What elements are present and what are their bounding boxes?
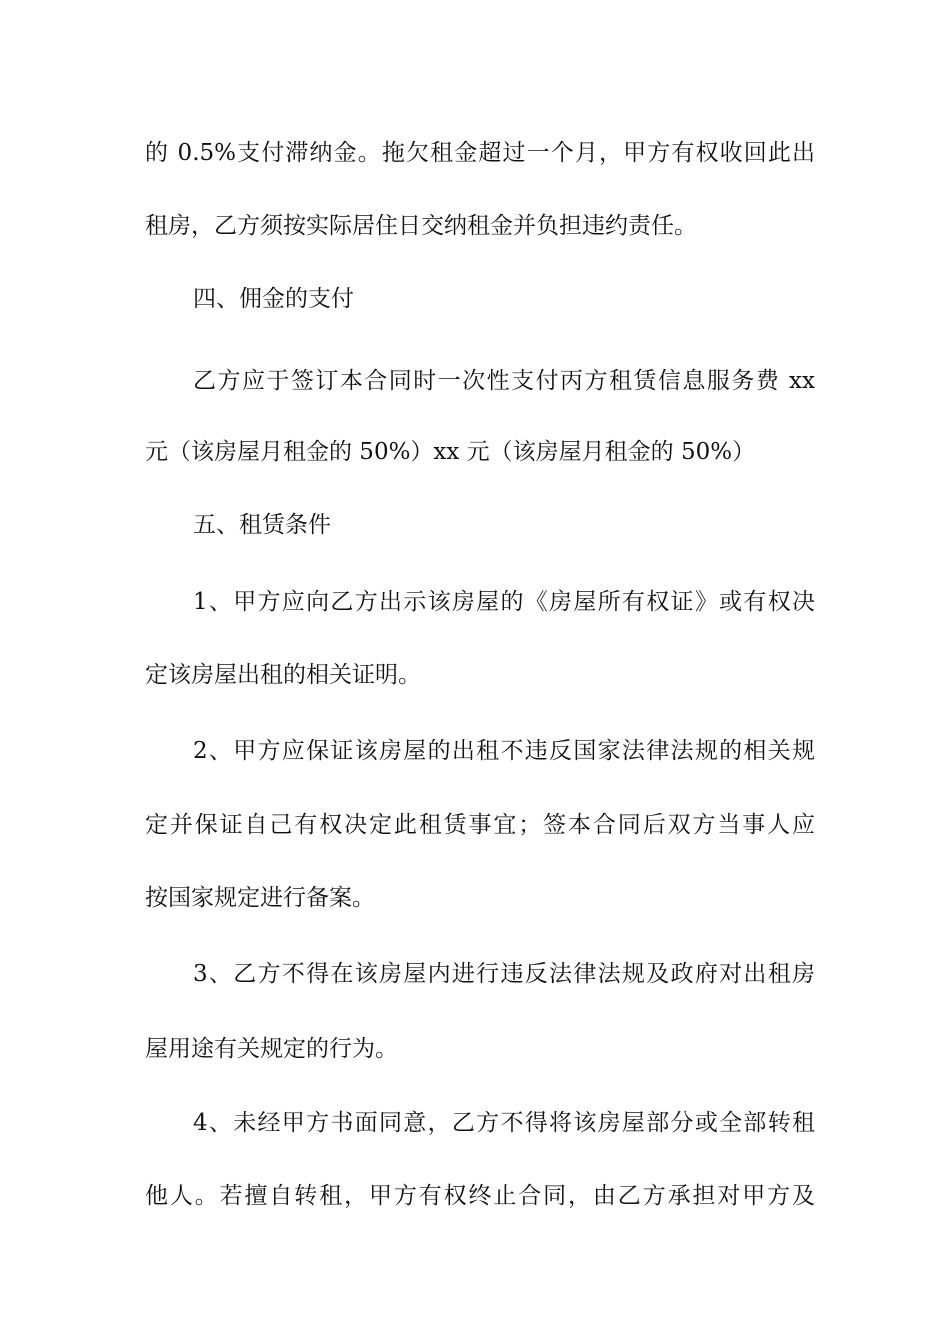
paragraph-line: 租房，乙方须按实际居住日交纳租金并负担违约责任。: [145, 213, 697, 239]
clause-3-line: 3、乙方不得在该房屋内进行违反法律法规及政府对出租房: [193, 961, 815, 987]
clause-4-line: 4、未经甲方书面同意，乙方不得将该房屋部分或全部转租: [193, 1110, 815, 1136]
clause-1-line: 1、甲方应向乙方出示该房屋的《房屋所有权证》或有权决: [193, 589, 815, 615]
clause-3-line: 屋用途有关规定的行为。: [145, 1036, 398, 1062]
clause-4-line: 他人。若擅自转租，甲方有权终止合同，由乙方承担对甲方及: [145, 1183, 815, 1209]
clause-1-line: 定该房屋出租的相关证明。: [145, 662, 421, 688]
clause-2-line: 定并保证自己有权决定此租赁事宜；签本合同后双方当事人应: [145, 812, 815, 838]
clause-2-line: 2、甲方应保证该房屋的出租不违反国家法律法规的相关规: [193, 738, 815, 764]
section-heading-lease-conditions: 五、租赁条件: [193, 512, 331, 538]
paragraph-line: 乙方应于签订本合同时一次性支付丙方租赁信息服务费 xx: [193, 368, 815, 394]
paragraph-line: 的 0.5%支付滞纳金。拖欠租金超过一个月，甲方有权收回此出: [145, 140, 815, 166]
clause-2-line: 按国家规定进行备案。: [145, 885, 375, 911]
section-heading-commission: 四、佣金的支付: [193, 286, 354, 312]
paragraph-line: 元（该房屋月租金的 50%）xx 元（该房屋月租金的 50%）: [145, 439, 756, 465]
